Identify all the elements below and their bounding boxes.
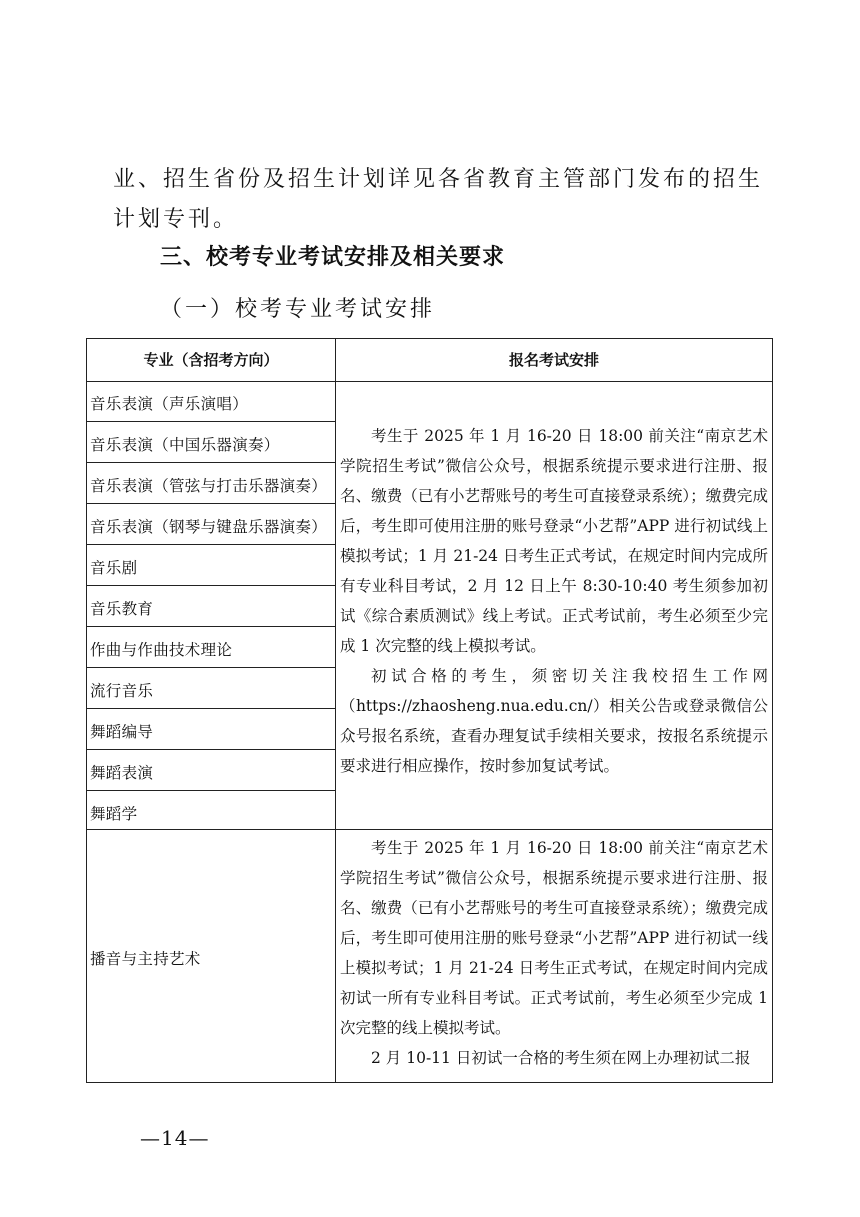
header-major: 专业（含招考方向） <box>143 351 279 369</box>
major-cell: 音乐教育 <box>90 600 154 618</box>
schedule-paragraph: 初试合格的考生，须密切关注我校招生工作网（https://zhaosheng.nua.edu.cn/）相关公告或登录微信公众号报名系统，查看办理复试手续相关要求，按报名系统提示要求进行相应操作，按时参加复试考试。 <box>340 667 768 775</box>
schedule-paragraph: 2 月 10-11 日初试一合格的考生须在网上办理初试二报 <box>371 1049 751 1067</box>
major-cell: 作曲与作曲技术理论 <box>90 641 233 659</box>
schedule-paragraph: 考生于 2025 年 1 月 16-20 日 18:00 前关注“南京艺术学院招生考试”微信公众号，根据系统提示要求进行注册、报名、缴费（已有小艺帮账号的考生可直接登录系统）；缴费完成后，考生即可使用注册的账号登录“小艺帮”APP 进行初试线上模拟考试；1 月 21-24 日考生正式考试，在规定时间内完成所有专业科目考试，2 月 12 日上午 8:30-10:40 考生须参加初试《综合素质测试》线上考试。正式考试前，考生必须至少完成 1 次完整的线上模拟考试。 <box>340 427 768 655</box>
major-cell: 音乐表演（中国乐器演奏） <box>90 436 280 454</box>
row-divider <box>87 667 335 668</box>
page-number: —14— <box>140 1126 210 1150</box>
schedule-paragraph: 考生于 2025 年 1 月 16-20 日 18:00 前关注“南京艺术学院招生考试”微信公众号，根据系统提示要求进行注册、报名、缴费（已有小艺帮账号的考生可直接登录系统）；缴费完成后，考生即可使用注册的账号登录“小艺帮”APP 进行初试一线上模拟考试；1 月 21-24 日考生正式考试，在规定时间内完成初试一所有专业科目考试。正式考试前，考生必须至少完成 1 次完整的线上模拟考试。 <box>340 839 768 1037</box>
header-schedule: 报名考试安排 <box>508 351 599 369</box>
row-divider <box>87 749 335 750</box>
major-cell: 音乐表演（钢琴与键盘乐器演奏） <box>90 518 328 536</box>
major-cell: 舞蹈学 <box>90 805 138 823</box>
major-cell: 舞蹈表演 <box>90 764 154 782</box>
continued-paragraph: 业、招生省份及招生计划详见各省教育主管部门发布的招生计划专刊。 <box>113 167 764 232</box>
major-cell: 流行音乐 <box>90 682 154 700</box>
section-title: 三、校考专业考试安排及相关要求 <box>160 245 506 270</box>
group-divider <box>87 829 772 830</box>
header-divider <box>87 381 772 382</box>
row-divider <box>87 503 335 504</box>
major-cell: 音乐剧 <box>90 559 138 577</box>
major-cell: 舞蹈编导 <box>90 723 154 741</box>
major-cell: 音乐表演（管弦与打击乐器演奏） <box>90 477 328 495</box>
row-divider <box>87 544 335 545</box>
row-divider <box>87 708 335 709</box>
major-cell: 音乐表演（声乐演唱） <box>90 395 249 413</box>
major-cell: 播音与主持艺术 <box>90 950 201 968</box>
row-divider <box>87 626 335 627</box>
subsection-title: （一）校考专业考试安排 <box>160 297 436 322</box>
row-divider <box>87 790 335 791</box>
column-divider <box>335 339 336 1082</box>
schedule-cell-broadcasting <box>340 833 768 1073</box>
row-divider <box>87 421 335 422</box>
row-divider <box>87 462 335 463</box>
schedule-cell-music-dance <box>340 421 768 781</box>
row-divider <box>87 585 335 586</box>
exam-schedule-table <box>86 338 773 1083</box>
